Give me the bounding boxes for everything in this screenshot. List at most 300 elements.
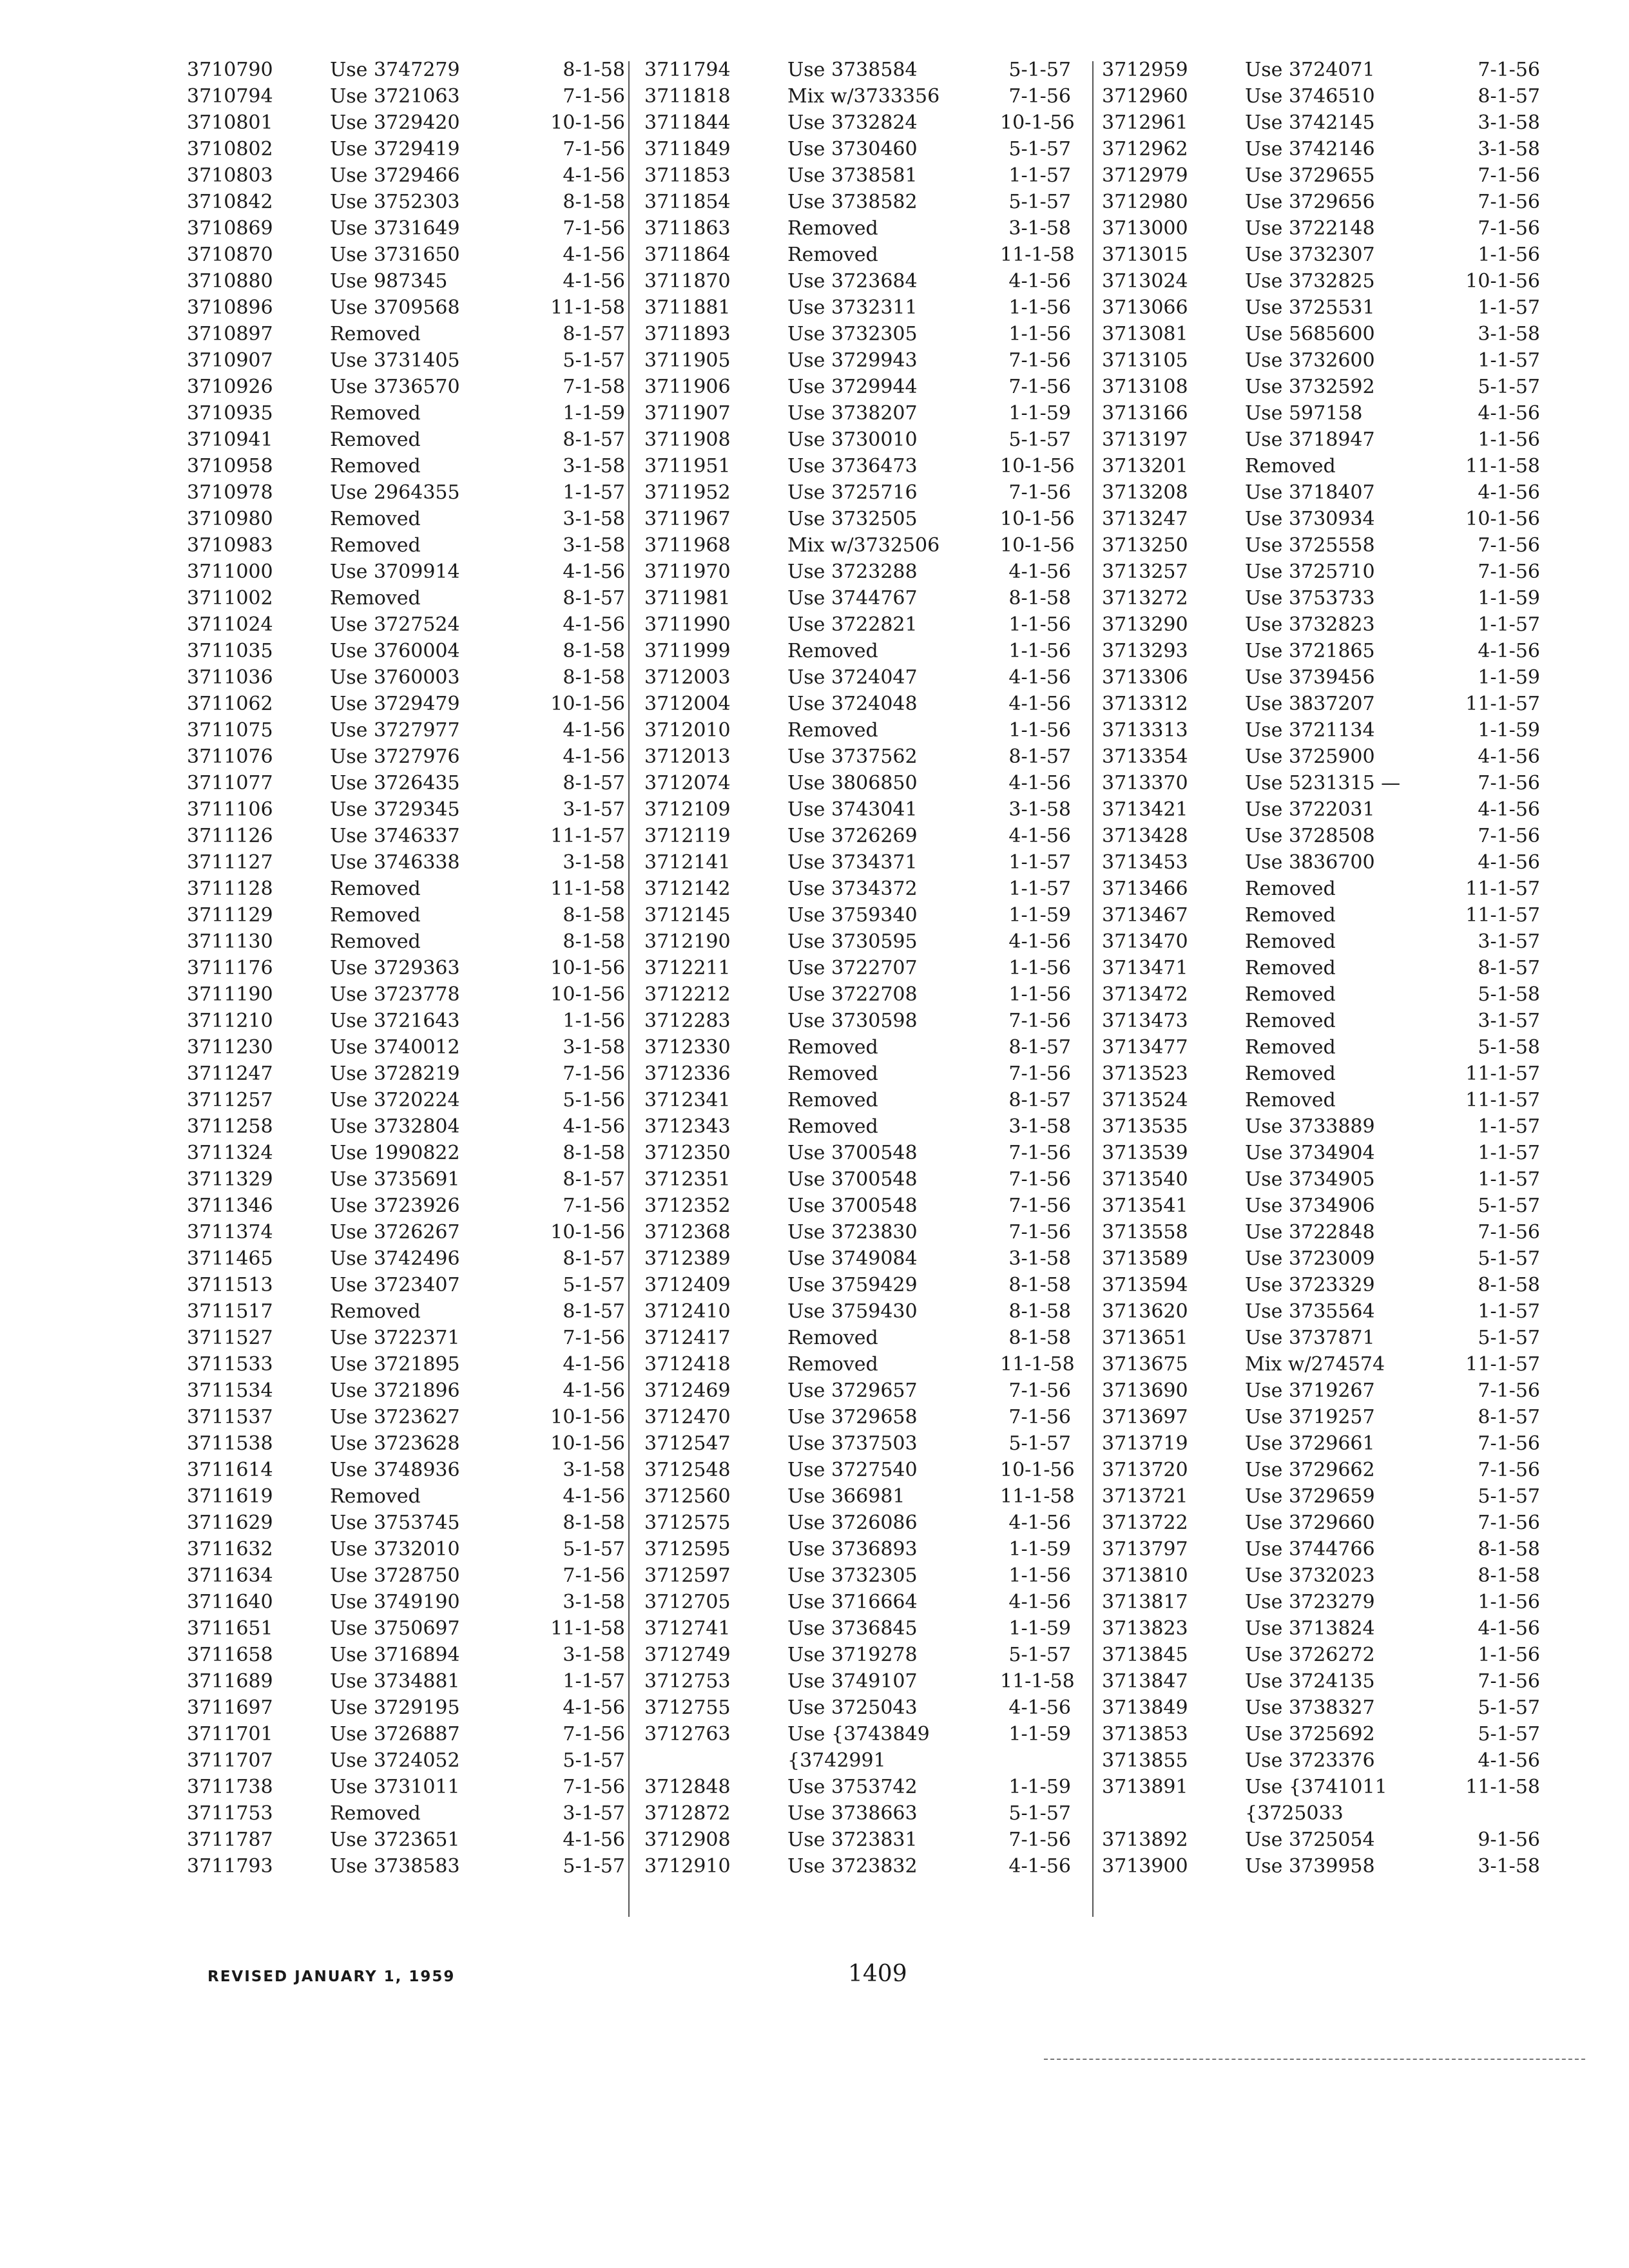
table-row [187,717,638,744]
effective-date: 8-1-57 [563,772,625,794]
replacement-note: Use 3724071 [1245,59,1375,81]
table-row [1102,83,1553,110]
table-row [187,1298,638,1325]
table-row [187,57,638,83]
table-row [644,1510,1083,1536]
replacement-note: Use 3727540 [787,1459,918,1481]
part-number: 3713421 [1102,798,1188,821]
effective-date: 11-1-58 [1000,1670,1075,1693]
effective-date: 7-1-56 [563,1564,625,1587]
table-row [1102,1166,1553,1193]
part-number: 3711632 [187,1538,273,1561]
part-number: 3712470 [644,1406,731,1428]
part-number: 3713891 [1102,1776,1188,1798]
replacement-note: Use 3726887 [330,1723,460,1745]
table-row [1102,57,1553,83]
replacement-note: Use 3752303 [330,191,460,213]
part-number: 3711952 [644,481,731,504]
part-number: 3710896 [187,296,273,319]
part-number: 3710870 [187,244,273,266]
effective-date: 4-1-56 [563,244,625,266]
replacement-note: Removed [1245,455,1336,477]
table-row [1102,1562,1553,1589]
table-row [187,83,638,110]
effective-date: 4-1-56 [1008,772,1071,794]
table-row [644,1113,1083,1140]
table-row [644,770,1083,796]
part-number: 3711787 [187,1829,273,1851]
part-number: 3711967 [644,508,731,530]
part-number: 3712409 [644,1274,731,1296]
replacement-note: Removed [1245,1089,1336,1111]
replacement-note: Use 3725054 [1245,1829,1375,1851]
replacement-note: Use 3723926 [330,1195,460,1217]
table-row [1102,902,1553,928]
part-number: 3712469 [644,1379,731,1402]
effective-date: 5-1-57 [1008,428,1071,451]
part-number: 3711533 [187,1353,273,1376]
effective-date: 7-1-58 [563,376,625,398]
replacement-note: Use 3730460 [787,138,918,160]
replacement-note: Use 3729345 [330,798,460,821]
table-row [187,162,638,189]
part-number: 3711968 [644,534,731,557]
part-number: 3710880 [187,270,273,293]
table-row [1102,849,1553,876]
effective-date: 4-1-56 [1008,666,1071,689]
effective-date: 8-1-58 [563,930,625,953]
effective-date: 7-1-56 [1478,1221,1540,1244]
effective-date: 8-1-57 [1478,957,1540,979]
effective-date: 1-1-59 [1478,666,1540,689]
table-row [1102,638,1553,664]
replacement-note: Removed [1245,904,1336,927]
part-number: 3711106 [187,798,273,821]
table-row [187,559,638,585]
part-number: 3711707 [187,1749,273,1772]
replacement-note: Use 3735564 [1245,1300,1375,1323]
effective-date: 4-1-56 [1008,1512,1071,1534]
replacement-note: Use 3729466 [330,164,460,187]
effective-date: 7-1-56 [1478,1670,1540,1693]
replacement-note: Use 3742146 [1245,138,1375,160]
part-number: 3713720 [1102,1459,1188,1481]
table-row [644,981,1083,1008]
table-row [187,1457,638,1483]
replacement-note: {3742991 [787,1749,886,1772]
part-number: 3711907 [644,402,731,425]
effective-date: 1-1-57 [563,481,625,504]
effective-date: 1-1-57 [1478,349,1540,372]
effective-date: 4-1-56 [563,613,625,636]
effective-date: 5-1-57 [563,349,625,372]
effective-date: 7-1-56 [1478,1512,1540,1534]
part-number: 3711230 [187,1036,273,1059]
effective-date: 11-1-57 [1465,1089,1540,1111]
part-number: 3712749 [644,1644,731,1666]
replacement-note: Removed [1245,878,1336,900]
table-row [187,453,638,479]
part-number: 3713697 [1102,1406,1188,1428]
part-number: 3712908 [644,1829,731,1851]
part-number: 3712960 [1102,85,1188,108]
effective-date: 1-1-56 [1478,428,1540,451]
table-row [187,479,638,506]
effective-date: 3-1-58 [1478,323,1540,345]
part-number: 3712417 [644,1327,731,1349]
table-row [644,347,1083,374]
effective-date: 11-1-57 [1465,693,1540,715]
effective-date: 5-1-57 [563,1274,625,1296]
effective-date: 3-1-58 [1478,111,1540,134]
effective-date: 1-1-56 [1008,640,1071,662]
table-row [187,1272,638,1298]
table-row [644,1668,1083,1695]
effective-date: 7-1-56 [563,1195,625,1217]
effective-date: 4-1-56 [1478,798,1540,821]
replacement-note: Use 3723684 [787,270,918,293]
part-number: 3712330 [644,1036,731,1059]
table-row [644,1087,1083,1113]
table-row [187,1747,638,1774]
part-number: 3710980 [187,508,273,530]
effective-date: 1-1-56 [1008,719,1071,742]
effective-date: 1-1-59 [1008,904,1071,927]
part-number: 3713208 [1102,481,1188,504]
effective-date: 8-1-57 [563,323,625,345]
table-row [187,902,638,928]
effective-date: 8-1-57 [563,587,625,610]
replacement-note: Use 3723651 [330,1829,460,1851]
effective-date: 11-1-58 [1465,1776,1540,1798]
table-row [644,664,1083,691]
effective-date: 7-1-56 [1478,1459,1540,1481]
part-number: 3711849 [644,138,731,160]
table-row [187,1721,638,1747]
table-row [187,1853,638,1879]
table-row [187,1351,638,1378]
part-number: 3711130 [187,930,273,953]
table-row [644,1061,1083,1087]
replacement-note: Use 3732592 [1245,376,1375,398]
replacement-note: Use 3746510 [1245,85,1375,108]
effective-date: 8-1-57 [563,1168,625,1191]
part-number: 3711329 [187,1168,273,1191]
table-row [644,1536,1083,1562]
effective-date: 7-1-56 [1008,481,1071,504]
part-number: 3711247 [187,1062,273,1085]
part-number: 3713312 [1102,693,1188,715]
effective-date: 3-1-58 [563,534,625,557]
replacement-note: Use 3749084 [787,1247,918,1270]
effective-date: 4-1-56 [1008,1855,1071,1878]
replacement-note: Use 3728219 [330,1062,460,1085]
replacement-note: {3725033 [1245,1802,1344,1825]
part-number: 3711870 [644,270,731,293]
part-number: 3713354 [1102,745,1188,768]
replacement-note: Use 3730010 [787,428,918,451]
replacement-note: Use 3744767 [787,587,918,610]
table-row [1102,585,1553,611]
part-number: 3712548 [644,1459,731,1481]
replacement-note: Use 3747279 [330,59,460,81]
replacement-note: Use 3709914 [330,561,460,583]
effective-date: 5-1-57 [563,1538,625,1561]
effective-date: 7-1-56 [1478,1432,1540,1455]
effective-date: 5-1-57 [1008,1802,1071,1825]
effective-date: 11-1-57 [550,825,625,847]
table-row [644,1483,1083,1510]
effective-date: 5-1-57 [1008,1432,1071,1455]
part-number: 3711906 [644,376,731,398]
replacement-note: Use 3742496 [330,1247,460,1270]
table-row [644,928,1083,955]
table-row [644,242,1083,268]
part-number: 3713620 [1102,1300,1188,1323]
effective-date: 8-1-57 [1478,1406,1540,1428]
replacement-note: Use 3739456 [1245,666,1375,689]
effective-date: 1-1-56 [563,1010,625,1032]
effective-date: 4-1-56 [563,1696,625,1719]
table-row [187,796,638,823]
part-number: 3713453 [1102,851,1188,874]
part-number: 3713589 [1102,1247,1188,1270]
table-row [644,189,1083,215]
part-number: 3711794 [644,59,731,81]
replacement-note: Use 3729195 [330,1696,460,1719]
part-number: 3713024 [1102,270,1188,293]
effective-date: 7-1-56 [1478,191,1540,213]
replacement-note: Use 3732010 [330,1538,460,1561]
effective-date: 3-1-58 [1008,1247,1071,1270]
table-row [644,611,1083,638]
part-number: 3711981 [644,587,731,610]
effective-date: 10-1-56 [1000,111,1075,134]
table-row [187,1668,638,1695]
replacement-note: Removed [787,1062,878,1085]
effective-date: 1-1-57 [563,1670,625,1693]
effective-date: 11-1-57 [1465,1062,1540,1085]
replacement-note: Use 3742145 [1245,111,1375,134]
table-row [187,928,638,955]
part-number: 3711024 [187,613,273,636]
replacement-note: Use 3736473 [787,455,918,477]
effective-date: 1-1-57 [1478,1115,1540,1138]
replacement-note: Removed [330,323,421,345]
replacement-note: Use 3738584 [787,59,918,81]
effective-date: 8-1-58 [1008,1274,1071,1296]
effective-date: 1-1-57 [1478,296,1540,319]
part-number: 3710802 [187,138,273,160]
effective-date: 3-1-57 [563,798,625,821]
part-number: 3711863 [644,217,731,240]
table-row [1102,876,1553,902]
effective-date: 4-1-56 [1008,930,1071,953]
replacement-note: Removed [787,217,878,240]
part-number: 3711129 [187,904,273,927]
replacement-note: Use 366981 [787,1485,905,1508]
table-row [644,1245,1083,1272]
replacement-note: Use 3730598 [787,1010,918,1032]
replacement-note: Use 3727977 [330,719,460,742]
table-row [1102,1457,1553,1483]
part-number: 3713892 [1102,1829,1188,1851]
part-number: 3711629 [187,1512,273,1534]
replacement-note: Use 3732823 [1245,613,1375,636]
part-number: 3713306 [1102,666,1188,689]
replacement-note: Use 3725531 [1245,296,1375,319]
replacement-note: Use 3750697 [330,1617,460,1640]
part-number: 3711210 [187,1010,273,1032]
table-row [187,1430,638,1457]
part-number: 3713000 [1102,217,1188,240]
effective-date: 5-1-57 [1478,1247,1540,1270]
part-number: 3712753 [644,1670,731,1693]
effective-date: 1-1-57 [1478,613,1540,636]
table-row [187,427,638,453]
replacement-note: Use 3730595 [787,930,918,953]
effective-date: 7-1-56 [1478,534,1540,557]
table-row [1102,770,1553,796]
replacement-note: Use 3736893 [787,1538,918,1561]
effective-date: 8-1-58 [563,640,625,662]
replacement-note: Use 3713824 [1245,1617,1375,1640]
part-number: 3712351 [644,1168,731,1191]
effective-date: 8-1-57 [563,1247,625,1270]
effective-date: 4-1-56 [563,719,625,742]
table-row [644,1404,1083,1430]
table-row [187,347,638,374]
part-number: 3713524 [1102,1089,1188,1111]
part-number: 3712741 [644,1617,731,1640]
replacement-note: Use 2964355 [330,481,460,504]
effective-date: 11-1-57 [1465,1353,1540,1376]
part-number: 3712418 [644,1353,731,1376]
part-number: 3710907 [187,349,273,372]
table-row [187,136,638,162]
part-number: 3712560 [644,1485,731,1508]
replacement-note: Removed [330,587,421,610]
replacement-note: Use 3729655 [1245,164,1375,187]
table-row [644,585,1083,611]
replacement-note: Use 3737871 [1245,1327,1375,1349]
replacement-note: Use 3734905 [1245,1168,1375,1191]
part-number: 3710983 [187,534,273,557]
table-row [187,1562,638,1589]
part-number: 3713651 [1102,1327,1188,1349]
effective-date: 10-1-56 [550,983,625,1006]
replacement-note: Removed [330,1802,421,1825]
replacement-note: Use 3738582 [787,191,918,213]
effective-date: 3-1-58 [1008,217,1071,240]
replacement-note: Use 3733889 [1245,1115,1375,1138]
replacement-note: Use 3732600 [1245,349,1375,372]
table-row [1102,189,1553,215]
part-number: 3712979 [1102,164,1188,187]
part-number: 3713535 [1102,1115,1188,1138]
effective-date: 7-1-56 [563,1776,625,1798]
table-row [187,1642,638,1668]
replacement-note: Use 3732307 [1245,244,1375,266]
part-number: 3712575 [644,1512,731,1534]
effective-date: 5-1-57 [1478,1327,1540,1349]
part-number: 3711697 [187,1696,273,1719]
part-number: 3713900 [1102,1855,1188,1878]
part-number: 3713845 [1102,1644,1188,1666]
replacement-note: Use 3723778 [330,983,460,1006]
replacement-note: Use 3723628 [330,1432,460,1455]
table-row [187,1695,638,1721]
part-number: 3713257 [1102,561,1188,583]
effective-date: 8-1-57 [1008,745,1071,768]
effective-date: 3-1-58 [1008,798,1071,821]
replacement-note: Use 3723832 [787,1855,918,1878]
part-number: 3710801 [187,111,273,134]
part-number: 3711537 [187,1406,273,1428]
table-row [644,796,1083,823]
table-row [1102,717,1553,744]
replacement-note: Use 3759340 [787,904,918,927]
replacement-note: Use 3729363 [330,957,460,979]
part-number: 3711640 [187,1591,273,1613]
part-number: 3713250 [1102,534,1188,557]
effective-date: 4-1-56 [1008,693,1071,715]
effective-date: 10-1-56 [550,1221,625,1244]
part-number: 3712597 [644,1564,731,1587]
replacement-note: Use 3732305 [787,323,918,345]
part-number: 3712547 [644,1432,731,1455]
table-row [1102,928,1553,955]
table-row [644,1747,1083,1774]
part-number: 3711970 [644,561,731,583]
replacement-note: Use 3721643 [330,1010,460,1032]
effective-date: 8-1-57 [1008,1036,1071,1059]
effective-date: 7-1-56 [1008,1168,1071,1191]
part-number: 3711951 [644,455,731,477]
replacement-note: Use 3726267 [330,1221,460,1244]
effective-date: 4-1-56 [563,745,625,768]
parts-column-2 [644,57,1083,1879]
replacement-note: Removed [787,640,878,662]
replacement-note: Use 3732824 [787,111,918,134]
part-number: 3711346 [187,1195,273,1217]
part-number: 3713197 [1102,428,1188,451]
part-number: 3711701 [187,1723,273,1745]
part-number: 3712368 [644,1221,731,1244]
table-row [644,374,1083,400]
replacement-note: Use 3723009 [1245,1247,1375,1270]
part-number: 3711538 [187,1432,273,1455]
replacement-note: Use 3725710 [1245,561,1375,583]
replacement-note: Use 3709568 [330,296,460,319]
replacement-note: Use {3743849 [787,1723,930,1745]
replacement-note: Use 3719257 [1245,1406,1375,1428]
table-row [1102,110,1553,136]
part-number: 3710794 [187,85,273,108]
replacement-note: Use 3759429 [787,1274,918,1296]
table-row [187,1193,638,1219]
replacement-note: Removed [1245,957,1336,979]
part-number: 3712212 [644,983,731,1006]
part-number: 3711062 [187,693,273,715]
table-row [1102,1483,1553,1510]
replacement-note: Use 3731011 [330,1776,460,1798]
table-row [644,1853,1083,1879]
effective-date: 7-1-56 [1478,1379,1540,1402]
effective-date: 7-1-56 [563,1062,625,1085]
table-row [644,849,1083,876]
table-row [1102,162,1553,189]
